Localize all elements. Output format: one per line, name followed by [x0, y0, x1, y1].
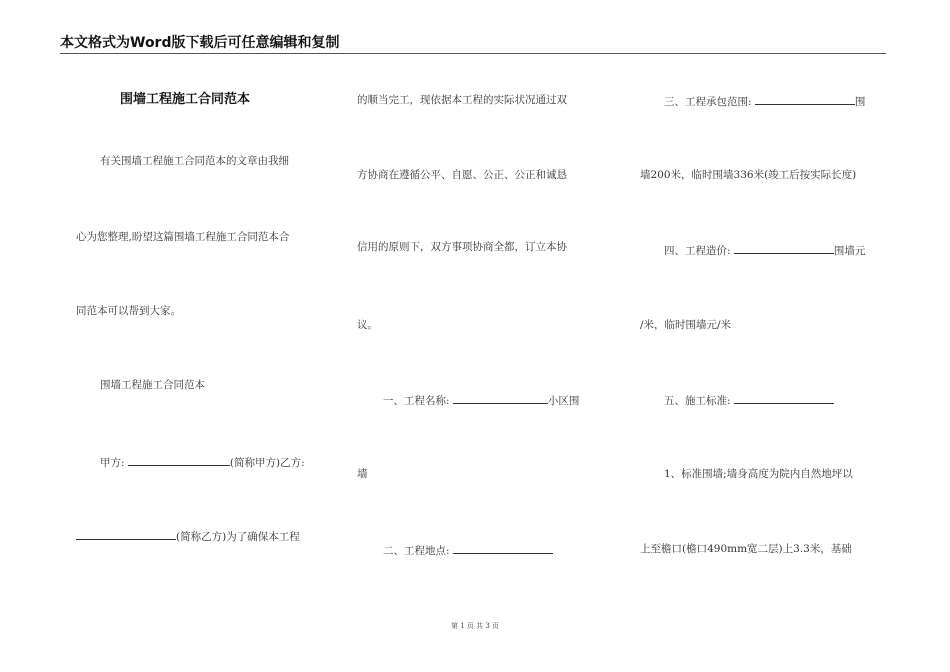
col3-line-4: /米，临时围墙元/米: [640, 319, 732, 331]
document-title: 围墙工程施工合同范本: [120, 92, 251, 107]
col2-line-6: 墙: [357, 468, 368, 480]
standard-blank: [734, 392, 834, 404]
project-name-blank: [453, 392, 548, 404]
col2-line-5: [383, 392, 579, 408]
project-name-label: 一、工程名称:: [383, 395, 450, 407]
col1-line-5: [100, 454, 305, 470]
party-a-label: 甲方:: [100, 457, 125, 469]
page-number: 第 1 页 共 3 页: [450, 622, 500, 630]
project-location-blank: [453, 542, 553, 554]
party-b-blank: [76, 528, 176, 540]
document-header-title: 本文格式为Word版下载后可任意编辑和复制: [60, 35, 340, 51]
header-divider: [60, 53, 886, 54]
col3-line-2: 墙200米，临时围墙336米(竣工后按实际长度): [640, 169, 857, 181]
col3-line-3: [664, 242, 865, 258]
party-a-suffix: (简称甲方)乙方:: [229, 457, 305, 469]
scope-blank: [755, 93, 855, 105]
col2-line-3: 信用的原则下，双方事项协商全都，订立本协: [357, 241, 567, 253]
col3-line-1: [664, 93, 865, 109]
scope-label: 三、工程承包范围:: [664, 96, 752, 108]
col2-line-1: 的顺当完工，现依据本工程的实际状况通过双: [357, 94, 567, 106]
col3-line-5: [664, 392, 834, 408]
standard-label: 五、施工标准:: [664, 395, 731, 407]
col1-line-6: [76, 528, 300, 544]
party-b-suffix: (简称乙方)为了确保本工程: [176, 531, 300, 543]
col2-line-7: [383, 542, 553, 558]
col3-line-7: 上至檐口(檐口490mm宽二层)上3.3米，基础: [640, 543, 852, 555]
col1-line-4: 围墙工程施工合同范本: [100, 379, 205, 391]
party-a-blank: [128, 454, 230, 466]
cost-suffix: 围墙元: [833, 245, 866, 257]
cost-blank: [734, 242, 834, 254]
col1-line-2: 心为您整理,盼望这篇围墙工程施工合同范本合: [76, 231, 290, 243]
project-location-label: 二、工程地点:: [383, 545, 450, 557]
col3-line-6: 1、标准围墙;墙身高度为院内自然地坪以: [664, 468, 853, 480]
col2-line-4: 议。: [357, 319, 378, 331]
cost-label: 四、工程造价:: [664, 245, 731, 257]
project-name-suffix: 小区围: [547, 395, 580, 407]
col1-line-3: 同范本可以帮到大家。: [76, 305, 181, 317]
scope-suffix: 围: [854, 96, 866, 108]
col1-line-1: 有关围墙工程施工合同范本的文章由我细: [100, 155, 289, 167]
col2-line-2: 方协商在遵循公平、自愿、公正、公正和诚恳: [357, 169, 567, 181]
